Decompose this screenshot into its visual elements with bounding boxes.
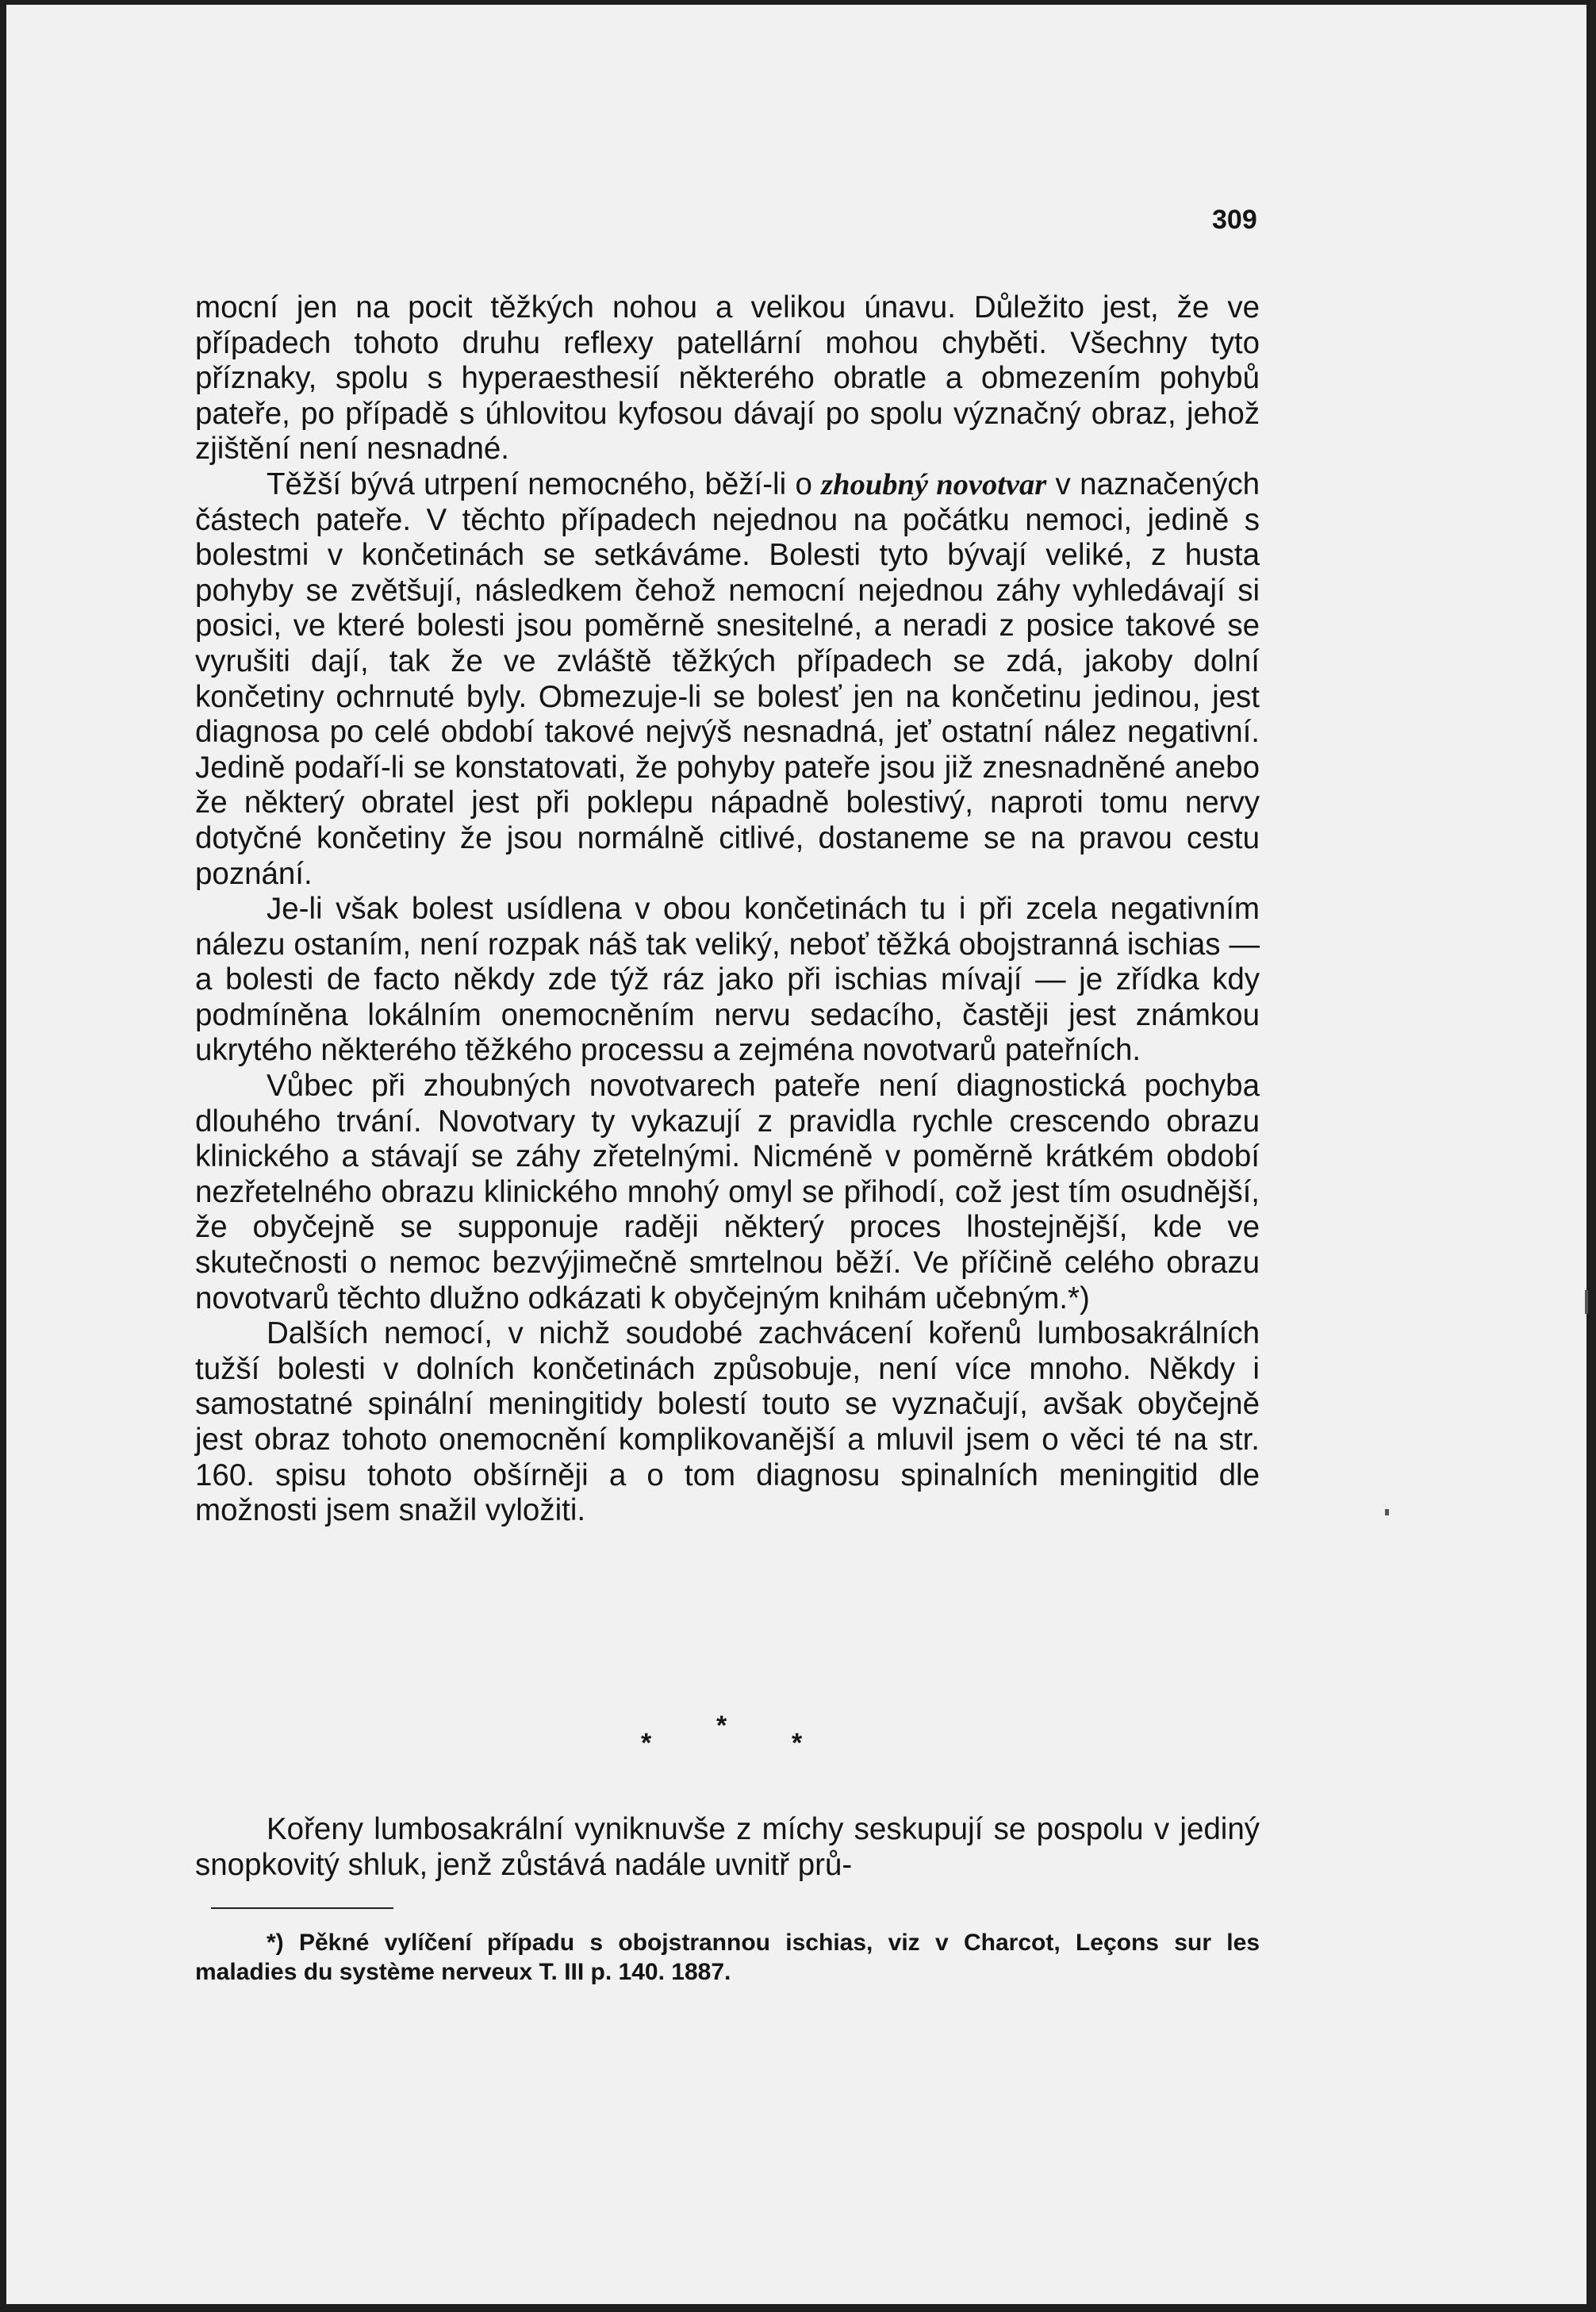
main-text — [195, 290, 1260, 1529]
section-asterism — [641, 1711, 808, 1758]
asterisk-center: * — [716, 1711, 727, 1741]
paragraph-4: Vůbec při zhoubných novotvarech pateře není diagnostická pochyba dlouhého trvání. Novotvary ty vykazují z pravidla rychle crescendo obrazu klinického a stávají se záhy zřetelnými. Nicméně v poměrně krátkém období nezřetelného obrazu klinického mnohý omyl se přihodí, což jest tím osudnější, že obyčejně se supponuje raději některý proces lhostejnější, kde ve skutečnosti o nemoc bezvýjimečně smrtelnou běží. Ve příčině celého obrazu novotvarů těchto dlužno odkázati k obyčejným knihám učebným.*) — [195, 1069, 1260, 1315]
page-number: 309 — [1212, 205, 1257, 235]
paragraph-2-end: v naznačených částech pateře. V těchto případech nejednou na počátku nemoci, jedině s bolestmi v končetinách se setkáváme. Bolesti tyto bývají veliké, z husta pohyby se zvětšují, následkem čehož nemocní nejednou záhy vyhledávají si posici, ve které bolesti jsou poměrně snesitelné, a neradi z posice takové se vyrušiti dají, tak že ve zvláště těžkých případech se zdá, jakoby dolní končetiny ochrnuté byly. Obmezuje-li se bolesť jen na končetinu jedinou, jest diagnosa po celé období takové nejvýš nesnadná, jeť ostatní nález negativní. Jedině podaří-li se konstatovati, že pohyby pateře jsou již znesnadněné anebo že některý obratel jest při poklepu nápadně bolestivý, naproti tomu nervy dotyčné končetiny že jsou normálně citlivé, dostaneme se na pravou cestu poznání. — [195, 467, 1260, 891]
paragraph-5: Dalších nemocí, v nichž soudobé zachvácení kořenů lumbosakrálních tužší bolesti v dolních končetinách způsobuje, není více mnoho. Někdy i samostatné spinální meningitidy bolestí touto se vyznačují, avšak obyčejně jest obraz tohoto onemocnění komplikovanější a mluvil jsem o věci té na str. 160. spisu tohoto obšírněji a o tom diagnosu spinalních meningitid dle možnosti jsem snažil vyložiti. — [195, 1316, 1260, 1528]
footnote-rule — [211, 1907, 393, 1909]
scan-speck — [1385, 1509, 1389, 1515]
footnote: *) Pěkné vylíčení případu s obojstrannou ischias, viz v Charcot, Leçons sur les maladies du système nerveux T. III p. 140. 1887. — [195, 1930, 1260, 1985]
paragraph-2-start: Těžší bývá utrpení nemocného, běží-li o — [267, 467, 822, 501]
asterisk-right: * — [792, 1728, 803, 1758]
paragraph-1: mocní jen na pocit těžkých nohou a velikou únavu. Důležito jest, že ve případech tohoto druhu reflexy patellární mohou chyběti. Všechny tyto příznaky, spolu s hyperaesthesií některého obratle a obmezením pohybů pateře, po případě s úhlovitou kyfosou dávají po spolu význačný obraz, jehož zjištění není nesnadné. — [195, 290, 1260, 467]
book-page — [6, 5, 1586, 2304]
paragraph-3: Je-li však bolest usídlena v obou končetinách tu i při zcela negativním nálezu ostaním, není rozpak náš tak veliký, neboť těžká obojstranná ischias — a bolesti de facto někdy zde týž ráz jako při ischias mívají — je zřídka kdy podmíněna lokálním onemocněním nervu sedacího, častěji jest známkou ukrytého některého těžkého processu a zejména novotvarů pateřních. — [195, 892, 1260, 1068]
paragraph-2 — [195, 467, 1260, 892]
paragraph-6: Kořeny lumbosakrální vyniknuvše z míchy seskupují se pospolu v jediný snopkovitý shluk, jenž zůstává nadále uvnitř prů- — [195, 1812, 1260, 1882]
asterisk-left: * — [641, 1728, 652, 1758]
scan-edge-mark — [1585, 1290, 1588, 1314]
paragraph-2-emphasis: zhoubný novotvar — [821, 467, 1047, 501]
